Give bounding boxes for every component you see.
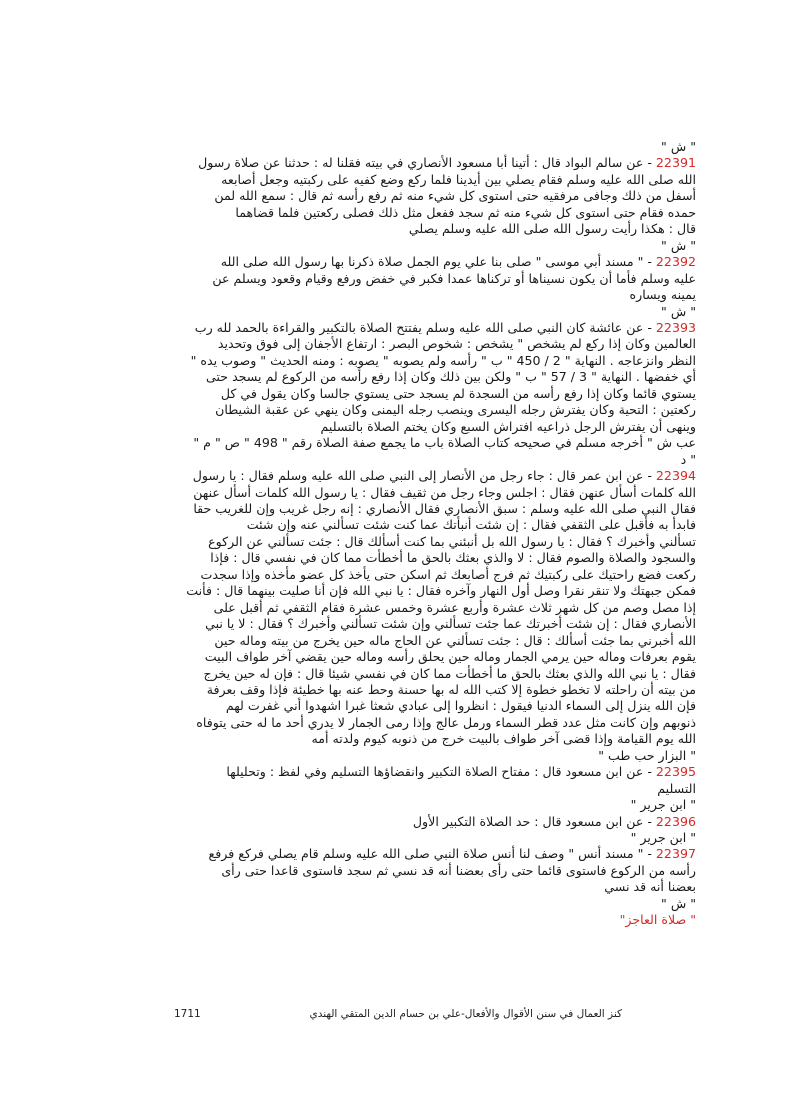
text-line: " ش " [661,895,696,911]
text-line: العالمين وكان إذا ركع لم يشخص " يشخص : شخوص البصر : ارتفاع الأجفان إلى فوق وتحديد [217,336,696,352]
hadith-number: 22395 [655,764,696,780]
text-line: " البزار حب طب " [598,747,696,763]
hadith-number: 22392 [655,254,696,270]
page-footer [170,1008,622,1024]
hadith-text: - عن ابن عمر قال : جاء رجل من الأنصار إلى النبي صلى الله عليه وسلم فقال : يا رسول [192,468,656,484]
footer-book-title: كنز العمال في سنن الأقوال والأفعال-علي بن حسام الدين المتقي الهندي [309,1008,622,1020]
hadith-text: - عن ابن مسعود قال : مفتاح الصلاة التكبير وانقضاؤها التسليم وفي لفظ : وتحليلها [226,764,656,780]
text-line: " ابن جرير " [630,797,696,813]
text-line: وينهى أن يفترش الرجل ذراعيه افتراش السبع وكان يختم الصلاة بالتسليم [320,418,696,434]
text-line: أي خفضها . النهاية " 3 / 57 " ب " ولكن بين ذلك وكان إذا رفع رأسه من الركوع لم يسجد حتى [205,369,696,385]
section-heading-text: " صلاة العاجز" [619,912,696,928]
section-heading [104,912,696,928]
hadith-entry-start [104,320,696,336]
text-line: عليه وسلم فأما أن يكون نسيناها أو تركناها عمدا فكبر في خفض ورفع وقيام وقعود ويسلم عن [212,270,696,286]
hadith-entry-start [104,846,696,862]
hadith-entry-start [104,814,696,830]
hadith-number: 22396 [655,813,696,829]
text-line: رأسه من الركوع فاستوى قائما حتى رأى بعضنا أنه قد نسي ثم سجد فاستوى قاعدا حتى رأى [221,862,696,878]
text-line: " ابن جرير " [630,830,696,846]
footer-page-number: 1711 [174,1008,201,1020]
document-body [104,139,696,929]
text-line: النظر وانزعاجه . النهاية " 2 / 450 " ب " رأسه ولم يصوبه " يصوبه : ومنه الحديث " وصوب يده " [190,352,696,368]
text-line: الله كلمات أسأل عنهن فقال : اجلس وجاء رجل من ثقيف فقال : يا رسول الله كلمات أسأل عنهن [193,484,696,500]
text-line: الله صلى الله عليه وسلم فقام يصلي بين أيدينا فلما ركع وضع كفيه على ركبتيه وجعل أصابعه [221,171,696,187]
text-line: بعضنا أنه قد نسي [604,879,696,895]
text-line: فإن الله ينزل إلى السماء الدنيا فيقول : انظروا إلى عبادي شعثا غبرا اشهدوا أني غفرت لهم [225,698,696,714]
text-line: يستوي قائما وكان إذا رفع رأسه من السجدة لم يسجد حتى يستوي جالسا وكان يقول في كل [220,385,696,401]
hadith-number: 22393 [655,319,696,335]
text-line: والسجود والصلاة والصوم فقال : لا والذي بعثك بالحق ما أخطأت مما كان في نفسي قال : فإذا [210,550,696,566]
text-line: يقوم بعرفات وماله حين يرمي الجمار وماله حين يحلق رأسه وماله حين يقضي آخر طواف البيت [204,649,696,665]
hadith-number: 22397 [655,846,696,862]
text-line: فابدأ به فأقبل على الثقفي فقال : إن شئت أنبأتك عما كنت شئت تسألني عنه وإن شئت [246,517,696,533]
hadith-entry-start [104,155,696,171]
hadith-text: - " مسند أنس " وصف لنا أنس صلاة النبي صلى الله عليه وسلم قام يصلي فركع فرفع [208,846,656,862]
hadith-number: 22391 [655,155,696,171]
text-line: تسألني وأخبرك ؟ فقال : يا رسول الله بل أنبئني بما كنت أسألك قال : جئت تسألني عن الركوع [208,533,696,549]
text-line: ذنوبهم وإن كانت مثل عدد قطر السماء ورمل عالج وإذا رمى الجمار لا يدري أحد ما له حتى يتوفاه [196,714,696,730]
hadith-text: - " مسند أبي موسى " صلى بنا علي يوم الجمل صلاة ذكرنا بها رسول الله صلى الله [220,254,656,270]
text-line: " ش " [661,237,696,253]
text-line: قال : هكذا رأيت رسول الله صلى الله عليه وسلم يصلي [408,221,696,237]
text-line: أسفل من ذلك وجافى مرفقيه حتى استوى كل شيء منه ثم رفع رأسه ثم قال : سمع الله لمن [214,188,696,204]
hadith-entry-start [104,468,696,484]
hadith-entry-start [104,764,696,780]
text-line: فقال النبي صلى الله عليه وسلم : سبق الأنصاري فقال الأنصاري : إنه رجل غريب وإن للغريب حقا [193,500,696,516]
text-line: الله أخبرني بما جئت أسألك : قال : جئت تسألني عن الحاج ماله حين يخرج من بيته وماله حين [214,632,696,648]
text-line: عب ش " أخرجه مسلم في صحيحه كتاب الصلاة باب ما يجمع صفة الصلاة رقم " 498 " ص " م " [193,435,696,451]
text-line: الأنصاري فقال : إن شئت أخبرتك عما جئت تسألني وإن شئت تسألني وأخبرك ؟ فقال : لا يا نبي [205,616,696,632]
text-line: ركعتين : التحية وكان يفترش رجله اليسرى وينصب رجله اليمنى وكان ينهي عن عقبة الشيطان [215,402,696,418]
hadith-text: - عن ابن مسعود قال : حد الصلاة التكبير الأول [412,813,656,829]
text-line: التسليم [657,780,696,796]
hadith-entry-start [104,254,696,270]
text-line: فقال : يا نبي الله والذي بعثك بالحق ما أخطأت مما كان في نفسي شيئا قال : فإن له حين يخرج [203,665,696,681]
text-line: " ش " [661,139,696,154]
text-line: يمينه ويساره [629,287,696,303]
text-line: الله يوم القيامة وإذا قضى آخر طواف بالبيت خرج من ذنوبه كيوم ولدته أمه [311,731,696,747]
hadith-number: 22394 [655,468,696,484]
text-line: إذا مصل وصم من كل شهر ثلاث عشرة وأربع عشرة وخمس عشرة فقام الثقفي ثم أقبل على [213,599,696,615]
text-line: " ش " [661,303,696,319]
hadith-text: - عن عائشة كان النبي صلى الله عليه وسلم يفتتح الصلاة بالتكبير والقراءة بالحمد لله رب [194,319,656,335]
text-line: ركعت فضع راحتيك على ركبتيك ثم فرج أصابعك ثم اسكن حتى يأخذ كل عضو مأخذه وإذا سجدت [200,566,696,582]
text-line: فمكن جبهتك ولا تنقر نقرا وصل أول النهار وآخره فقال : يا نبي الله فإن أنا صليت بينهما قال : فأنت [186,583,696,599]
text-line: حمده فقام حتى استوى كل شيء منه ثم سجد ففعل مثل ذلك فصلى ركعتين فلما قضاهما [235,204,696,220]
hadith-text: - عن سالم البواد قال : أتينا أبا مسعود الأنصاري في بيته فقلنا له : حدثنا عن صلاة رسول [198,155,656,171]
text-line: من بيته أن راحلته لا تخطو خطوة إلا كتب الله له بها حسنة وحط عنه بها خطيئة فإذا وقف بعرفة [206,681,696,697]
text-line: " د [680,451,696,467]
